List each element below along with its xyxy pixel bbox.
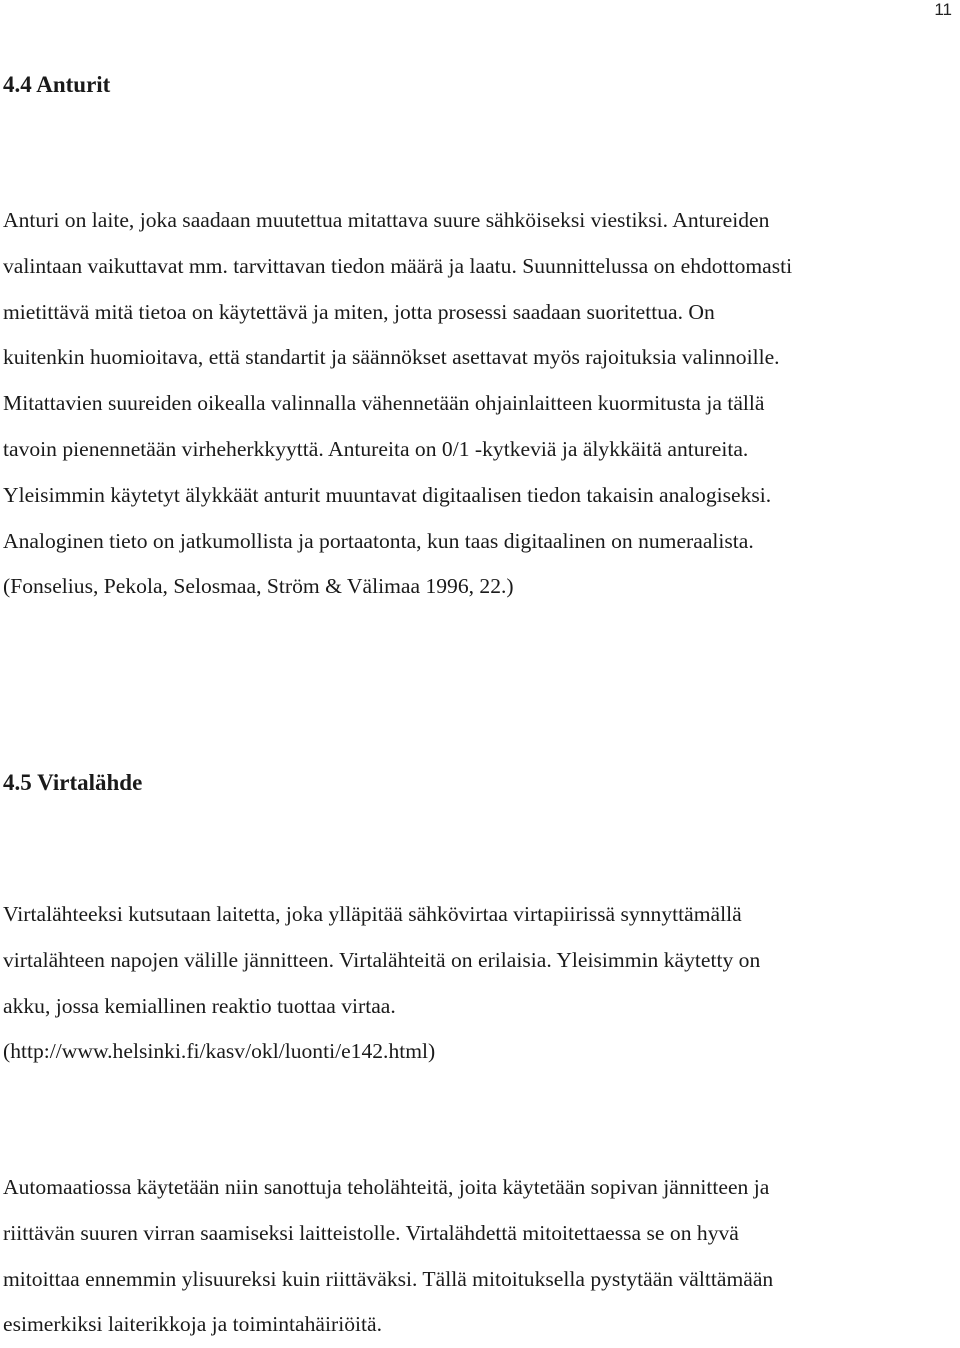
text-line: esimerkiksi laiterikkoja ja toimintahäiriöitä. (3, 1312, 382, 1337)
text-line: kuitenkin huomioitava, että standartit ja säännökset asettavat myös rajoituksia valinnoille. (3, 345, 780, 370)
section-heading-virtalahde: 4.5 Virtalähde (3, 770, 143, 795)
citation-url-line: (http://www.helsinki.fi/kasv/okl/luonti/e142.html) (3, 1039, 436, 1064)
text-line: Mitattavien suureiden oikealla valinnalla vähennetään ohjainlaitteen kuormitusta ja tällä (3, 391, 765, 416)
paragraph-anturit (3, 198, 938, 610)
text-line: Automaatiossa käytetään niin sanottuja teholähteitä, joita käytetään sopivan jännitteen ja (3, 1175, 770, 1199)
paragraph-virtalahde-1 (3, 892, 938, 1075)
text-line: mietittävä mitä tietoa on käytettävä ja miten, jotta prosessi saadaan suoritettua. On (3, 299, 715, 324)
text-line: valintaan vaikuttavat mm. tarvittavan tiedon määrä ja laatu. Suunnittelussa on ehdottomasti (3, 253, 793, 278)
text-line: Anturi on laite, joka saadaan muutettua mitattava suure sähköiseksi viestiksi. Antureiden (3, 208, 770, 232)
text-line: mitoittaa ennemmin ylisuureksi kuin riittäväksi. Tällä mitoituksella pystytään välttämään (3, 1266, 774, 1291)
text-line: akku, jossa kemiallinen reaktio tuottaa virtaa. (3, 993, 396, 1018)
text-line: virtalähteen napojen välille jännitteen. Virtalähteitä on erilaisia. Yleisimmin käytetty on (3, 947, 761, 972)
citation-line: (Fonselius, Pekola, Selosmaa, Ström & Välimaa 1996, 22.) (3, 574, 514, 599)
page-number: 11 (934, 0, 952, 19)
text-line: tavoin pienennetään virheherkkyyttä. Antureita on 0/1 -kytkeviä ja älykkäitä antureita. (3, 436, 749, 461)
text-line: Yleisimmin käytetyt älykkäät anturit muuntavat digitaalisen tiedon takaisin analogiseksi. (3, 482, 772, 507)
text-line: Analoginen tieto on jatkumollista ja portaatonta, kun taas digitaalinen on numeraalista. (3, 528, 754, 553)
text-line: riittävän suuren virran saamiseksi laitteistolle. Virtalähdettä mitoitettaessa se on hyvä (3, 1220, 739, 1245)
paragraph-virtalahde-2 (3, 1165, 938, 1348)
text-line: Virtalähteeksi kutsutaan laitetta, joka ylläpitää sähkövirtaa virtapiirissä synnyttämällä (3, 902, 742, 926)
section-heading-anturit: 4.4 Anturit (3, 72, 111, 97)
